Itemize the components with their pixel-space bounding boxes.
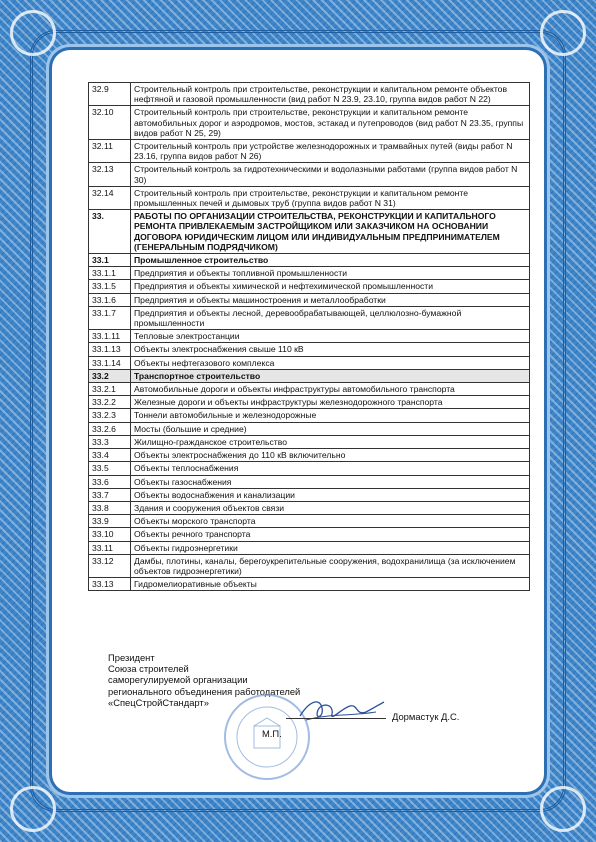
row-number: 33.13 <box>89 578 131 591</box>
signatory-position: Президент <box>108 652 155 663</box>
row-number: 32.9 <box>89 83 131 106</box>
row-description: Автомобильные дороги и объекты инфраструктуры автомобильного транспорта <box>131 383 530 396</box>
row-description: Объекты электроснабжения свыше 110 кВ <box>131 343 530 356</box>
table-row <box>89 435 530 448</box>
table-row <box>89 528 530 541</box>
table-row <box>89 330 530 343</box>
row-number: 33.2.3 <box>89 409 131 422</box>
row-description: Железные дороги и объекты инфраструктуры железнодорожного транспорта <box>131 396 530 409</box>
row-number: 32.14 <box>89 186 131 209</box>
row-description: Дамбы, плотины, каналы, берегоукрепительные сооружения, водохранилища (за исключением объектов гидроэнергетики) <box>131 554 530 577</box>
row-description: Объекты нефтегазового комплекса <box>131 356 530 369</box>
row-number: 33.2.2 <box>89 396 131 409</box>
table-row <box>89 422 530 435</box>
table-row <box>89 343 530 356</box>
table-row <box>89 140 530 163</box>
row-description: Предприятия и объекты химической и нефтехимической промышленности <box>131 280 530 293</box>
table-row <box>89 515 530 528</box>
row-description: Здания и сооружения объектов связи <box>131 501 530 514</box>
table-row <box>89 369 530 382</box>
table-row <box>89 396 530 409</box>
table-row <box>89 293 530 306</box>
table-row <box>89 356 530 369</box>
row-number: 33.1.14 <box>89 356 131 369</box>
table-row <box>89 501 530 514</box>
row-number: 33.1.7 <box>89 306 131 329</box>
row-number: 33.6 <box>89 475 131 488</box>
row-number: 33.12 <box>89 554 131 577</box>
row-description: Строительный контроль при строительстве, реконструкции и капитальном ремонте объектов нефтяной и газовой промышленности (вид работ N 23.9, 23.10, группа видов работ N 22) <box>131 83 530 106</box>
row-description: Промышленное строительство <box>131 254 530 267</box>
row-description: Объекты речного транспорта <box>131 528 530 541</box>
table-row <box>89 186 530 209</box>
row-description: Транспортное строительство <box>131 369 530 382</box>
signatory-org-line: саморегулируемой организации <box>108 674 248 686</box>
signatory-org-name: «СпецСтройСтандарт» <box>108 696 209 708</box>
corner-ornament <box>10 10 56 56</box>
table-row <box>89 163 530 186</box>
row-number: 33.2.6 <box>89 422 131 435</box>
row-number: 33.1.5 <box>89 280 131 293</box>
row-number: 32.13 <box>89 163 131 186</box>
table-row <box>89 578 530 591</box>
row-description: Объекты теплоснабжения <box>131 462 530 475</box>
row-description: Объекты гидроэнергетики <box>131 541 530 554</box>
row-description: Объекты водоснабжения и канализации <box>131 488 530 501</box>
row-description: Строительный контроль при строительстве, реконструкции и капитальном ремонте промышленных печей и дымовых труб (группа видов работ N 31) <box>131 186 530 209</box>
row-description: Тепловые электростанции <box>131 330 530 343</box>
row-number: 33. <box>89 210 131 254</box>
row-number: 33.2 <box>89 369 131 382</box>
table-row <box>89 462 530 475</box>
row-description: Жилищно-гражданское строительство <box>131 435 530 448</box>
row-description: Строительный контроль при устройстве железнодорожных и трамвайных путей (виды работ N 23.16, группа видов работ N 26) <box>131 140 530 163</box>
row-number: 33.5 <box>89 462 131 475</box>
row-number: 32.11 <box>89 140 131 163</box>
corner-ornament <box>540 10 586 56</box>
works-table <box>88 82 530 591</box>
row-number: 33.1 <box>89 254 131 267</box>
table-row <box>89 280 530 293</box>
corner-ornament <box>10 786 56 832</box>
row-number: 33.2.1 <box>89 383 131 396</box>
table-row <box>89 488 530 501</box>
row-description: Тоннели автомобильные и железнодорожные <box>131 409 530 422</box>
row-number: 33.3 <box>89 435 131 448</box>
row-description: Строительный контроль при строительстве, реконструкции и капитальном ремонте автомобильных дорог и аэродромов, мостов, эстакад и путепроводов (вид работ N 23.35, группы видов работ N 25, 29) <box>131 106 530 140</box>
signatory-org-line: регионального объединения работодателей <box>108 685 301 697</box>
row-description: Предприятия и объекты машиностроения и металлообработки <box>131 293 530 306</box>
table-row <box>89 106 530 140</box>
row-number: 33.10 <box>89 528 131 541</box>
table-row <box>89 267 530 280</box>
row-number: 33.11 <box>89 541 131 554</box>
table-row <box>89 541 530 554</box>
signature-line <box>286 718 386 719</box>
signatory-org-line: Союза строителей <box>108 663 189 675</box>
row-description: РАБОТЫ ПО ОРГАНИЗАЦИИ СТРОИТЕЛЬСТВА, РЕКОНСТРУКЦИИ И КАПИТАЛЬНОГО РЕМОНТА ПРИВЛЕКАЕМЫМ ЗАСТРОЙЩИКОМ ИЛИ ЗАКАЗЧИКОМ НА ОСНОВАНИИ ДОГОВОРА ЮРИДИЧЕСКИМ ЛИЦОМ ИЛИ ИНДИВИДУАЛЬНЫМ ПРЕДПРИНИМАТЕЛЕМ (ГЕНЕРАЛЬНЫМ ПОДРЯДЧИКОМ) <box>131 210 530 254</box>
row-description: Строительный контроль за гидротехническими и водолазными работами (группа видов работ N 30) <box>131 163 530 186</box>
table-row <box>89 383 530 396</box>
row-number: 33.1.1 <box>89 267 131 280</box>
row-description: Гидромелиоративные объекты <box>131 578 530 591</box>
seal-placeholder-label: М.П. <box>262 728 282 739</box>
table-row <box>89 554 530 577</box>
row-number: 33.9 <box>89 515 131 528</box>
table-row <box>89 409 530 422</box>
row-description: Объекты электроснабжения до 110 кВ включительно <box>131 449 530 462</box>
row-number: 33.1.13 <box>89 343 131 356</box>
table-row <box>89 254 530 267</box>
row-description: Объекты морского транспорта <box>131 515 530 528</box>
row-number: 33.4 <box>89 449 131 462</box>
table-row <box>89 83 530 106</box>
row-description: Мосты (большие и средние) <box>131 422 530 435</box>
row-description: Предприятия и объекты лесной, деревообрабатывающей, целлюлозно-бумажной промышленности <box>131 306 530 329</box>
row-number: 33.1.6 <box>89 293 131 306</box>
row-number: 33.8 <box>89 501 131 514</box>
row-number: 32.10 <box>89 106 131 140</box>
table-row <box>89 475 530 488</box>
corner-ornament <box>540 786 586 832</box>
handwritten-signature <box>296 694 386 728</box>
row-number: 33.7 <box>89 488 131 501</box>
table-row <box>89 449 530 462</box>
table-row <box>89 306 530 329</box>
signatory-name: Дормастук Д.С. <box>392 711 460 722</box>
row-description: Объекты газоснабжения <box>131 475 530 488</box>
table-row <box>89 210 530 254</box>
row-number: 33.1.11 <box>89 330 131 343</box>
row-description: Предприятия и объекты топливной промышленности <box>131 267 530 280</box>
